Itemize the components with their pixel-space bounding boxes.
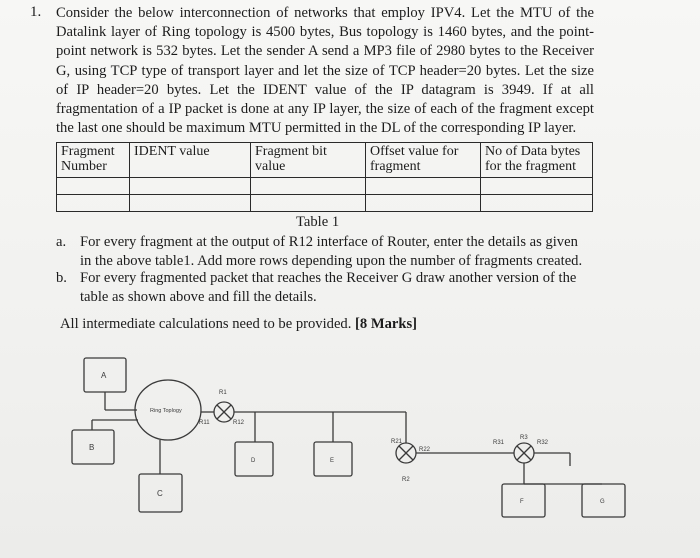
marks-label: [8 Marks] [355, 316, 418, 332]
router-r2-label: R2 [402, 477, 410, 483]
table-cell [130, 195, 251, 212]
question-text [56, 4, 594, 138]
table-header-row [57, 143, 593, 178]
question-line: the last one should be maximum MTU permitted in the DL of the corresponding IP layer. [56, 120, 577, 137]
header-fragment-bit: Fragment bit value [251, 143, 366, 178]
header-fragment-number: Fragment Number [57, 143, 130, 178]
table-cell [251, 178, 366, 195]
table-row [57, 195, 593, 212]
table-cell [366, 195, 481, 212]
node-e-label: E [330, 458, 335, 464]
table-cell [57, 195, 130, 212]
table-cell [481, 178, 593, 195]
interface-r21-label: R21 [391, 439, 403, 445]
question-line: Datalink layer of Ring topology is 4500 bytes, Bus topology is 1460 bytes, and the point- [56, 24, 594, 41]
question-line: fragmentation of a IP packet is done at any IP layer, the size of each of the fragment except [56, 100, 594, 117]
interface-r32-label: R32 [537, 440, 549, 446]
calculation-note: All intermediate calculations need to be provided. [8 Marks] [60, 316, 418, 332]
table-row [57, 178, 593, 195]
header-offset-value: Offset value for fragment [366, 143, 481, 178]
interface-r11-label: R11 [199, 420, 210, 426]
table-cell [57, 178, 130, 195]
document-page: 1. Consider the below interconnection of networks that employ IPV4. Let the MTU of the Datalink layer of Ring topology is 4500 bytes, Bus topology is 1460 bytes, and the point- point network is 532 bytes. Let the sender A send a MP3 file of 2980 bytes to the Receiver G, using TCP type of transport layer and let the size of TCP header=20 bytes. Let the size of IP header=20 bytes. Let the IDENT value of the IP datagram is 3949. If at all fragmentation of a IP packet is done at any IP layer, the size of each of the fragment except the last one should be maximum MTU permitted in the DL of the corresponding IP layer. Fragment Number IDENT value Fragment bit value Offset value for fragment No of Data bytes for the fragment Table 1 a. For every fragment at the output of R12 interface of Router, enter the details as given in the above table1. Add more rows depending upon the number of fragments created. b. For every fragmented packet that reaches the Receiver G draw another version of the table as shown above and fill the details. All intermediate calculations need to be provided. [8 Marks] A B C D E F G Ring Toplogy R1 R2 R3 R11 R12 R21 R22 R31 R32 [0, 0, 700, 558]
router-r1-label: R1 [219, 390, 227, 396]
question-line: point network is 532 bytes. Let the sender A send a MP3 file of 2980 bytes to the Receiver [56, 43, 594, 60]
interface-r31-label: R31 [493, 440, 505, 446]
node-f-label: F [520, 499, 524, 505]
node-a-label: A [101, 371, 107, 380]
table-caption: Table 1 [296, 214, 340, 230]
table-cell [481, 195, 593, 212]
interface-r22-label: R22 [419, 447, 431, 453]
node-b-label: B [89, 443, 95, 452]
table-cell [366, 178, 481, 195]
header-data-bytes: No of Data bytes for the fragment [481, 143, 593, 178]
node-c-label: C [157, 489, 163, 498]
router-r3-label: R3 [520, 435, 528, 441]
ring-label: Ring Toplogy [150, 408, 182, 414]
question-number: 1. [30, 4, 42, 20]
network-diagram [0, 340, 700, 558]
node-g-label: G [600, 499, 605, 505]
fragment-table [56, 142, 593, 212]
interface-r12-label: R12 [233, 420, 245, 426]
header-ident-value: IDENT value [130, 143, 251, 178]
question-line: of IP header=20 bytes. Let the IDENT value of the IP datagram is 3949. If at all [56, 81, 594, 98]
table-cell [251, 195, 366, 212]
table-cell [130, 178, 251, 195]
question-line: G, using TCP type of transport layer and let the size of TCP header=20 bytes. Let the size [56, 62, 594, 79]
question-line: Consider the below interconnection of networks that employ IPV4. Let the MTU of the [56, 5, 594, 21]
node-d-label: D [251, 458, 256, 464]
